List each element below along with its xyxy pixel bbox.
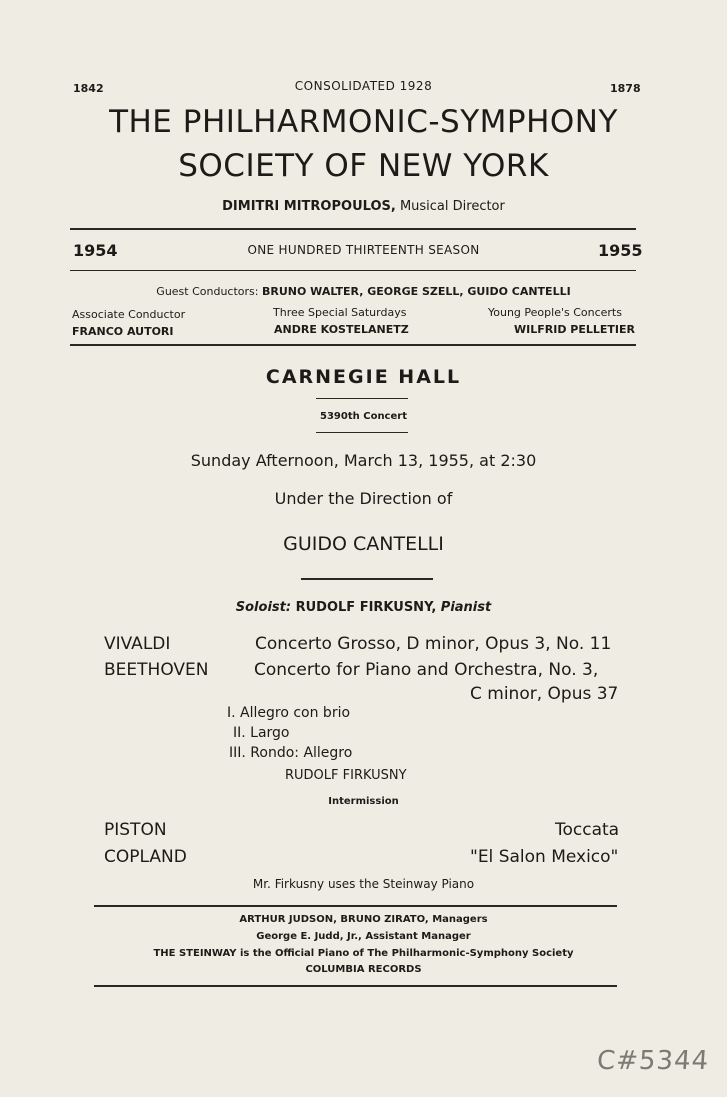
beethoven-soloist: RUDOLF FIRKUSNY — [285, 768, 407, 783]
soloist-name: RUDOLF FIRKUSNY, — [295, 600, 437, 615]
season-end-year: 1955 — [598, 241, 643, 260]
young-peoples-label: Young People's Concerts — [488, 306, 622, 319]
associate-conductor-label: Associate Conductor — [72, 308, 186, 321]
work-vivaldi: Concerto Grosso, D minor, Opus 3, No. 11 — [255, 634, 612, 654]
work-copland: "El Salon Mexico" — [470, 847, 619, 867]
assistant-manager-line: George E. Judd, Jr., Assistant Manager — [256, 931, 471, 942]
consolidated-line: CONSOLIDATED 1928 — [294, 79, 433, 93]
season-rule-top — [70, 228, 636, 230]
steinway-line: THE STEINWAY is the Official Piano of The Philharmonic-Symphony Society — [153, 948, 574, 959]
associate-conductor-name: FRANCO AUTORI — [72, 325, 174, 338]
composer-vivaldi: VIVALDI — [104, 634, 171, 654]
direction-label: Under the Direction of — [274, 489, 453, 508]
musical-director-line — [0, 199, 727, 214]
soloist-instrument: Pianist — [440, 600, 492, 615]
movement-1: I. Allegro con brio — [227, 705, 351, 721]
guest-conductors-line — [0, 285, 727, 298]
director-title: Musical Director — [399, 199, 505, 214]
society-title-line2: SOCIETY OF NEW YORK — [178, 148, 549, 184]
season-rule-bottom — [70, 270, 636, 271]
concert-number-rule-top — [316, 398, 408, 399]
special-saturdays-label: Three Special Saturdays — [273, 306, 407, 319]
concert-date: Sunday Afternoon, March 13, 1955, at 2:30 — [190, 451, 537, 470]
movement-3: III. Rondo: Allegro — [229, 745, 353, 761]
conductor-rule — [301, 578, 433, 580]
director-name: DIMITRI MITROPOULOS, — [222, 199, 396, 214]
piano-note: Mr. Firkusny uses the Steinway Piano — [252, 877, 475, 891]
season-label: ONE HUNDRED THIRTEENTH SEASON — [247, 243, 480, 257]
staff-rule — [70, 344, 636, 346]
archive-catalog-mark: C#5344 — [595, 1046, 711, 1076]
work-piston: Toccata — [555, 820, 620, 840]
year-founded: 1842 — [73, 82, 104, 95]
soloist-label: Soloist: — [235, 600, 292, 615]
footer-rule-bottom — [94, 985, 617, 987]
composer-copland: COPLAND — [104, 847, 187, 867]
work-beethoven-line2: C minor, Opus 37 — [470, 684, 619, 704]
year-other: 1878 — [610, 82, 641, 95]
composer-piston: PISTON — [104, 820, 167, 840]
guest-conductors-label: Guest Conductors: — [156, 285, 259, 298]
movement-2: II. Largo — [233, 725, 290, 741]
work-beethoven-line1: Concerto for Piano and Orchestra, No. 3, — [254, 660, 599, 680]
soloist-line — [0, 600, 727, 615]
guest-conductors-names: BRUNO WALTER, GEORGE SZELL, GUIDO CANTELLI — [262, 285, 571, 298]
season-start-year: 1954 — [73, 241, 118, 260]
footer-rule-top — [94, 905, 617, 907]
managers-line: ARTHUR JUDSON, BRUNO ZIRATO, Managers — [239, 914, 488, 925]
composer-beethoven: BEETHOVEN — [104, 660, 209, 680]
special-saturdays-name: ANDRE KOSTELANETZ — [274, 323, 409, 336]
intermission: Intermission — [328, 796, 399, 807]
concert-number: 5390th Concert — [320, 411, 407, 422]
society-title-line1: THE PHILHARMONIC-SYMPHONY — [109, 104, 618, 140]
hall-name: CARNEGIE HALL — [265, 366, 462, 388]
concert-number-rule-bottom — [316, 432, 408, 433]
young-peoples-name: WILFRID PELLETIER — [514, 323, 635, 336]
conductor-name: GUIDO CANTELLI — [283, 533, 444, 555]
columbia-records-line: COLUMBIA RECORDS — [305, 964, 422, 975]
